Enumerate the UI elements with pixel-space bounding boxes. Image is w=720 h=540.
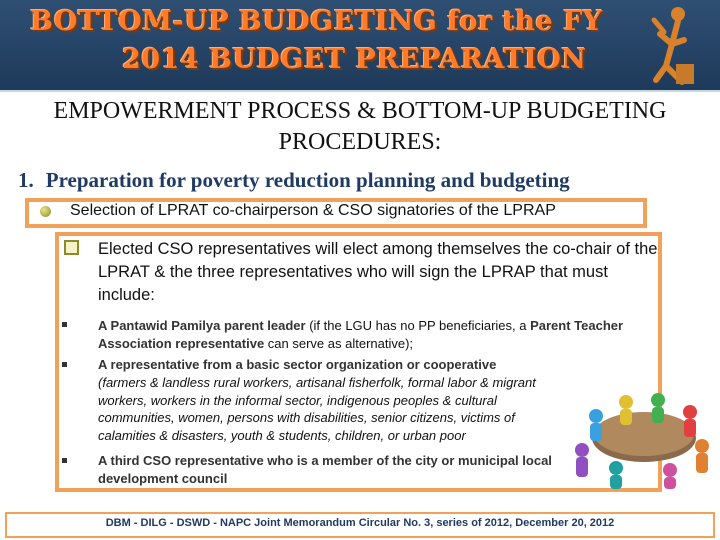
- slide-title-line1: BOTTOM-UP BUDGETING for the FY: [30, 6, 603, 37]
- list-item: [98, 317, 658, 353]
- item-text: (if the LGU has no PP beneficiaries, a: [305, 318, 531, 333]
- square-bullet-icon: [62, 458, 67, 463]
- item-text: can serve as alternative);: [264, 335, 414, 351]
- section-heading-line1: EMPOWERMENT PROCESS & BOTTOM-UP BUDGETING: [53, 98, 667, 124]
- section-heading-line2: PROCEDURES:: [278, 129, 442, 155]
- item-bold: A representative from a basic sector organization or cooperative: [98, 357, 497, 372]
- item-bold: A third CSO representative who is a member of the city or municipal local development council: [98, 453, 552, 486]
- step-text: Preparation for poverty reduction planning and budgeting: [45, 168, 570, 192]
- section-heading: [0, 96, 720, 158]
- checkbox-bullet-icon: [64, 240, 79, 255]
- step-heading: [18, 168, 570, 193]
- list-item: [98, 452, 558, 488]
- square-bullet-icon: [62, 362, 67, 367]
- item-bold: Parent Teacher Association representative: [98, 318, 624, 351]
- step-number: 1.: [18, 168, 34, 192]
- list-item: [98, 356, 568, 445]
- figure-logo-icon: [642, 4, 702, 86]
- square-bullet-icon: [62, 322, 67, 327]
- round-bullet-icon: [40, 206, 51, 217]
- meeting-table-image: [566, 376, 716, 490]
- elected-text: Elected CSO representatives will elect among themselves the co-chair of the LPRAT & the three representatives who will sign the LPRAP that must include:: [98, 240, 658, 304]
- slide-title-line2: 2014 BUDGET PREPARATION: [122, 44, 587, 75]
- item-italic: (farmers & landless rural workers, artisanal fisherfolk, formal labor & migrant workers, workers in the informal sector, indigenous peoples & cultural communities, women, persons with disabilities, senior citizens, victims of calamities & disasters, youth & students, children, or urban poor: [98, 374, 536, 444]
- selection-text: Selection of LPRAT co-chairperson & CSO signatories of the LPRAP: [70, 202, 556, 219]
- footer-citation: DBM - DILG - DSWD - NAPC Joint Memorandum Circular No. 3, series of 2012, December 20, 2012: [105, 517, 615, 529]
- item-bold: A Pantawid Pamilya parent leader: [98, 318, 306, 333]
